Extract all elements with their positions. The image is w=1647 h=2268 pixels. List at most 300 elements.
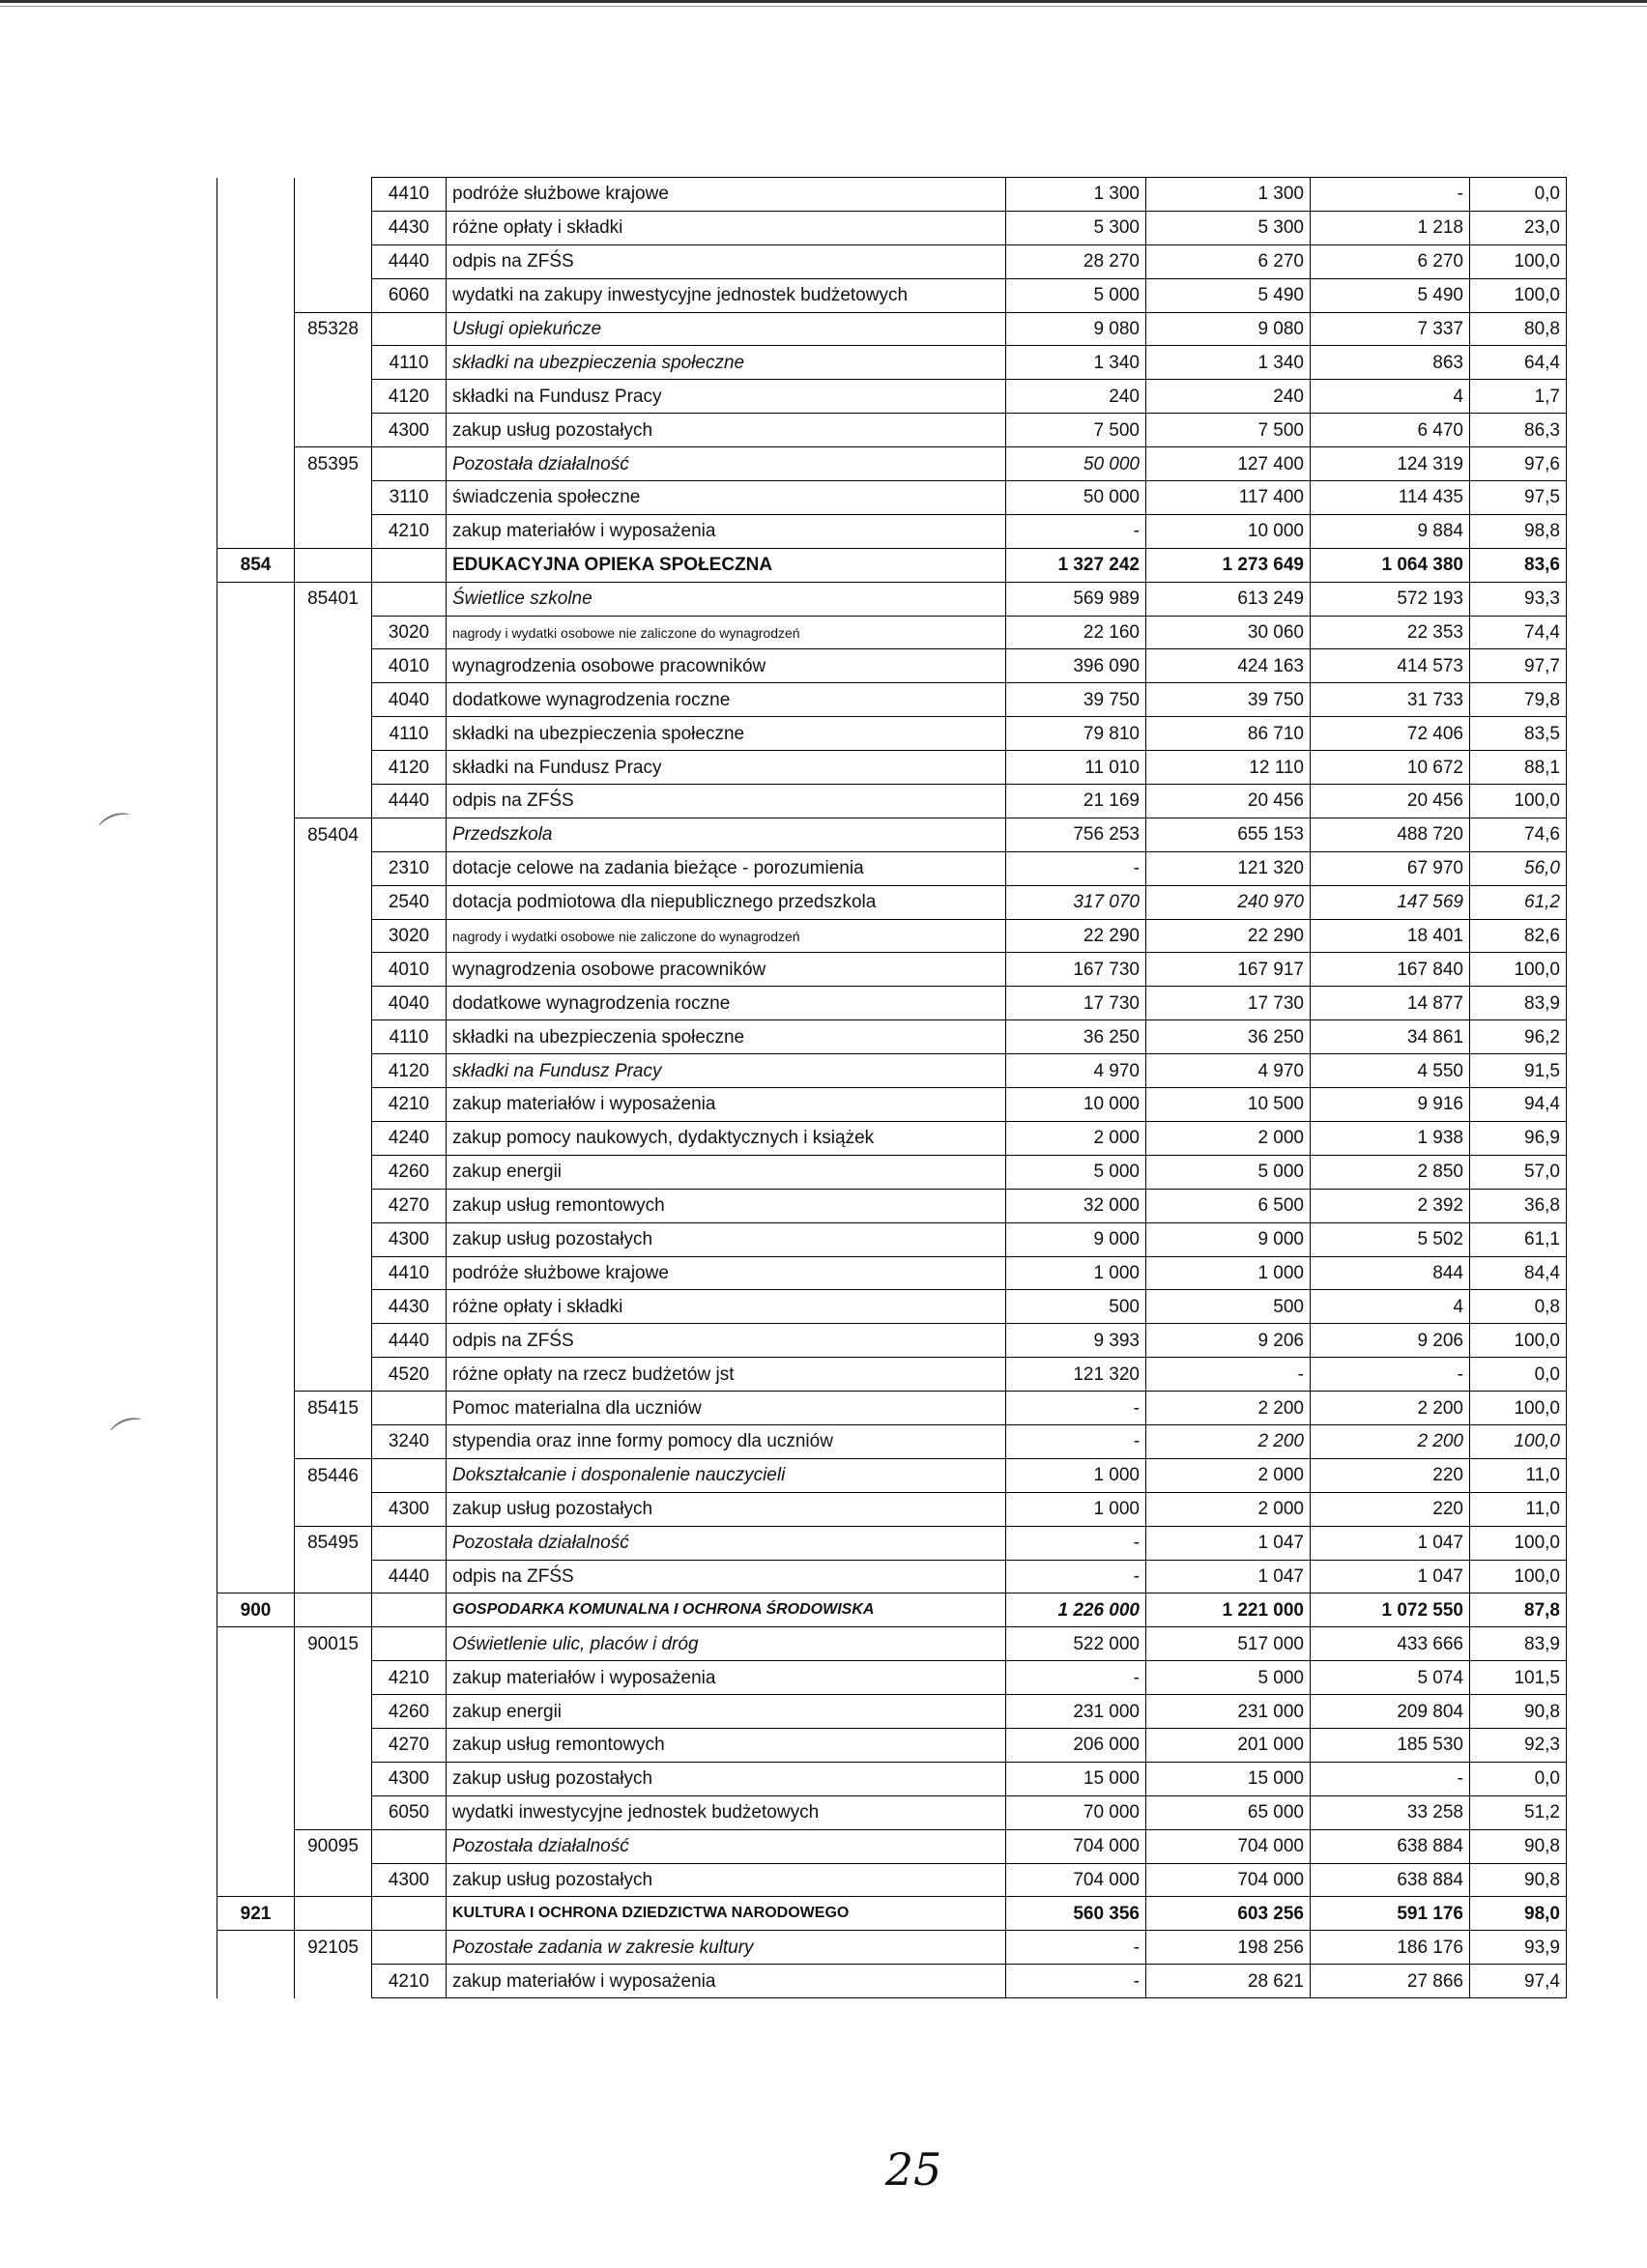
description-cell: zakup materiałów i wyposażenia: [447, 1965, 1006, 1998]
rozdzial-cell: [295, 1795, 372, 1829]
execution-percent-cell: 79,8: [1470, 683, 1567, 717]
table-row: [217, 1121, 1567, 1155]
rozdzial-cell: [295, 1897, 372, 1931]
plan-after-changes-cell: 2 000: [1146, 1458, 1311, 1492]
paragraph-cell: [372, 1829, 447, 1863]
dzial-cell: [217, 1324, 295, 1358]
dzial-cell: [217, 785, 295, 818]
rozdzial-cell: [295, 649, 372, 683]
paragraph-cell: 3240: [372, 1424, 447, 1458]
table-row: [217, 1762, 1567, 1795]
plan-after-changes-cell: 39 750: [1146, 683, 1311, 717]
plan-initial-cell: 1 226 000: [1006, 1593, 1146, 1627]
table-row: [217, 649, 1567, 683]
description-cell: KULTURA I OCHRONA DZIEDZICTWA NARODOWEGO: [447, 1897, 1006, 1931]
execution-cell: 2 392: [1311, 1189, 1470, 1222]
rozdzial-cell: 85415: [295, 1392, 372, 1425]
execution-cell: 185 530: [1311, 1728, 1470, 1762]
execution-percent-cell: 83,9: [1470, 1627, 1567, 1661]
plan-initial-cell: 17 730: [1006, 987, 1146, 1020]
rozdzial-cell: 92105: [295, 1931, 372, 1965]
plan-initial-cell: 1 340: [1006, 346, 1146, 380]
execution-percent-cell: 36,8: [1470, 1189, 1567, 1222]
plan-after-changes-cell: 22 290: [1146, 919, 1311, 953]
execution-cell: 1 047: [1311, 1526, 1470, 1560]
rozdzial-cell: [295, 987, 372, 1020]
plan-initial-cell: 1 000: [1006, 1256, 1146, 1290]
execution-percent-cell: 92,3: [1470, 1728, 1567, 1762]
dzial-cell: [217, 178, 295, 212]
plan-initial-cell: 9 393: [1006, 1324, 1146, 1358]
execution-percent-cell: 100,0: [1470, 1526, 1567, 1560]
plan-after-changes-cell: 127 400: [1146, 447, 1311, 481]
dzial-cell: [217, 211, 295, 244]
execution-percent-cell: 84,4: [1470, 1256, 1567, 1290]
chapter-row: [217, 312, 1567, 346]
paragraph-cell: 4520: [372, 1358, 447, 1392]
execution-cell: 114 435: [1311, 481, 1470, 515]
description-cell: Usługi opiekuńcze: [447, 312, 1006, 346]
rozdzial-cell: 90095: [295, 1829, 372, 1863]
execution-percent-cell: 96,2: [1470, 1020, 1567, 1054]
rozdzial-cell: 85446: [295, 1458, 372, 1492]
paragraph-cell: 4240: [372, 1121, 447, 1155]
rozdzial-cell: [295, 278, 372, 312]
plan-initial-cell: 396 090: [1006, 649, 1146, 683]
description-cell: składki na ubezpieczenia społeczne: [447, 346, 1006, 380]
execution-percent-cell: 100,0: [1470, 785, 1567, 818]
rozdzial-cell: [295, 1256, 372, 1290]
execution-percent-cell: 64,4: [1470, 346, 1567, 380]
rozdzial-cell: [295, 178, 372, 212]
paragraph-cell: [372, 1458, 447, 1492]
rozdzial-cell: [295, 414, 372, 447]
execution-percent-cell: 1,7: [1470, 380, 1567, 414]
execution-percent-cell: 97,6: [1470, 447, 1567, 481]
execution-percent-cell: 97,5: [1470, 481, 1567, 515]
paragraph-cell: 4300: [372, 1492, 447, 1526]
table-row: [217, 1088, 1567, 1122]
execution-percent-cell: 61,1: [1470, 1222, 1567, 1256]
paragraph-cell: 4440: [372, 244, 447, 278]
plan-after-changes-cell: 655 153: [1146, 818, 1311, 851]
rozdzial-cell: [295, 1965, 372, 1998]
plan-initial-cell: 10 000: [1006, 1088, 1146, 1122]
description-cell: odpis na ZFŚS: [447, 785, 1006, 818]
dzial-cell: [217, 1458, 295, 1492]
description-cell: dodatkowe wynagrodzenia roczne: [447, 987, 1006, 1020]
budget-expenditure-table-wrapper: [217, 177, 1567, 1998]
description-cell: EDUKACYJNA OPIEKA SPOŁECZNA: [447, 548, 1006, 582]
paragraph-cell: [372, 548, 447, 582]
paragraph-cell: 4120: [372, 1054, 447, 1088]
table-row: [217, 683, 1567, 717]
dzial-cell: [217, 1829, 295, 1863]
dzial-cell: [217, 717, 295, 751]
dzial-cell: [217, 851, 295, 885]
description-cell: różne opłaty i składki: [447, 1290, 1006, 1324]
table-row: [217, 1863, 1567, 1897]
plan-after-changes-cell: 1 300: [1146, 178, 1311, 212]
paragraph-cell: 4430: [372, 1290, 447, 1324]
plan-initial-cell: 21 169: [1006, 785, 1146, 818]
plan-initial-cell: -: [1006, 1526, 1146, 1560]
dzial-cell: [217, 885, 295, 919]
plan-initial-cell: 569 989: [1006, 582, 1146, 616]
description-cell: Pomoc materialna dla uczniów: [447, 1392, 1006, 1425]
plan-after-changes-cell: 2 000: [1146, 1121, 1311, 1155]
dzial-cell: [217, 1627, 295, 1661]
plan-initial-cell: 39 750: [1006, 683, 1146, 717]
dzial-cell: [217, 481, 295, 515]
description-cell: zakup usług pozostałych: [447, 1762, 1006, 1795]
dzial-cell: [217, 1863, 295, 1897]
plan-initial-cell: 4 970: [1006, 1054, 1146, 1088]
dzial-cell: [217, 649, 295, 683]
description-cell: Świetlice szkolne: [447, 582, 1006, 616]
execution-cell: 2 200: [1311, 1424, 1470, 1458]
description-cell: podróże służbowe krajowe: [447, 178, 1006, 212]
paragraph-cell: 4260: [372, 1155, 447, 1189]
paragraph-cell: [372, 1627, 447, 1661]
paragraph-cell: 4010: [372, 649, 447, 683]
chapter-row: [217, 1627, 1567, 1661]
plan-after-changes-cell: 1 000: [1146, 1256, 1311, 1290]
plan-initial-cell: 1 300: [1006, 178, 1146, 212]
rozdzial-cell: [295, 1695, 372, 1729]
dzial-cell: [217, 1020, 295, 1054]
description-cell: GOSPODARKA KOMUNALNA I OCHRONA ŚRODOWISKA: [447, 1593, 1006, 1627]
rozdzial-cell: [295, 1121, 372, 1155]
execution-cell: 844: [1311, 1256, 1470, 1290]
execution-cell: 220: [1311, 1492, 1470, 1526]
paragraph-cell: [372, 582, 447, 616]
paragraph-cell: 4260: [372, 1695, 447, 1729]
paragraph-cell: 4440: [372, 785, 447, 818]
dzial-cell: [217, 514, 295, 548]
paragraph-cell: 4010: [372, 953, 447, 987]
dzial-cell: 854: [217, 548, 295, 582]
plan-initial-cell: 79 810: [1006, 717, 1146, 751]
plan-after-changes-cell: 6 500: [1146, 1189, 1311, 1222]
plan-after-changes-cell: 603 256: [1146, 1897, 1311, 1931]
plan-initial-cell: 704 000: [1006, 1829, 1146, 1863]
budget-expenditure-table: [217, 177, 1567, 1998]
chapter-row: [217, 582, 1567, 616]
table-row: [217, 481, 1567, 515]
execution-cell: 433 666: [1311, 1627, 1470, 1661]
table-row: [217, 1728, 1567, 1762]
description-cell: zakup usług remontowych: [447, 1728, 1006, 1762]
rozdzial-cell: [295, 1492, 372, 1526]
description-cell: nagrody i wydatki osobowe nie zaliczone do wynagrodzeń: [447, 616, 1006, 649]
scan-artifact-mark: ⌒: [96, 807, 141, 855]
plan-initial-cell: 5 000: [1006, 278, 1146, 312]
dzial-cell: [217, 1492, 295, 1526]
table-row: [217, 1560, 1567, 1593]
section-row: [217, 1593, 1567, 1627]
chapter-row: [217, 1458, 1567, 1492]
execution-cell: 186 176: [1311, 1931, 1470, 1965]
dzial-cell: [217, 1222, 295, 1256]
execution-cell: 7 337: [1311, 312, 1470, 346]
description-cell: odpis na ZFŚS: [447, 1560, 1006, 1593]
table-row: [217, 987, 1567, 1020]
paragraph-cell: 4110: [372, 1020, 447, 1054]
plan-after-changes-cell: 1 340: [1146, 346, 1311, 380]
rozdzial-cell: [295, 953, 372, 987]
execution-percent-cell: 100,0: [1470, 1392, 1567, 1425]
rozdzial-cell: 85401: [295, 582, 372, 616]
plan-after-changes-cell: 9 080: [1146, 312, 1311, 346]
plan-initial-cell: 560 356: [1006, 1897, 1146, 1931]
execution-cell: 9 916: [1311, 1088, 1470, 1122]
rozdzial-cell: 85328: [295, 312, 372, 346]
execution-percent-cell: 11,0: [1470, 1492, 1567, 1526]
paragraph-cell: [372, 1526, 447, 1560]
table-row: [217, 785, 1567, 818]
execution-cell: 591 176: [1311, 1897, 1470, 1931]
execution-cell: 1 218: [1311, 211, 1470, 244]
rozdzial-cell: [295, 1358, 372, 1392]
dzial-cell: [217, 1795, 295, 1829]
plan-after-changes-cell: 121 320: [1146, 851, 1311, 885]
table-row: [217, 178, 1567, 212]
execution-cell: 5 502: [1311, 1222, 1470, 1256]
dzial-cell: [217, 1931, 295, 1965]
description-cell: Pozostała działalność: [447, 447, 1006, 481]
execution-cell: 1 064 380: [1311, 548, 1470, 582]
table-row: [217, 751, 1567, 785]
execution-cell: 2 850: [1311, 1155, 1470, 1189]
execution-percent-cell: 97,4: [1470, 1965, 1567, 1998]
paragraph-cell: 6060: [372, 278, 447, 312]
plan-after-changes-cell: 613 249: [1146, 582, 1311, 616]
execution-percent-cell: 98,0: [1470, 1897, 1567, 1931]
execution-percent-cell: 90,8: [1470, 1863, 1567, 1897]
plan-after-changes-cell: 9 206: [1146, 1324, 1311, 1358]
paragraph-cell: 4410: [372, 1256, 447, 1290]
rozdzial-cell: [295, 514, 372, 548]
plan-after-changes-cell: 6 270: [1146, 244, 1311, 278]
dzial-cell: [217, 447, 295, 481]
execution-cell: 5 074: [1311, 1661, 1470, 1695]
plan-initial-cell: 15 000: [1006, 1762, 1146, 1795]
dzial-cell: [217, 751, 295, 785]
execution-percent-cell: 101,5: [1470, 1661, 1567, 1695]
paragraph-cell: 4110: [372, 717, 447, 751]
execution-cell: 4: [1311, 1290, 1470, 1324]
execution-cell: 34 861: [1311, 1020, 1470, 1054]
execution-percent-cell: 93,9: [1470, 1931, 1567, 1965]
plan-after-changes-cell: 17 730: [1146, 987, 1311, 1020]
execution-cell: 9 206: [1311, 1324, 1470, 1358]
dzial-cell: [217, 1728, 295, 1762]
paragraph-cell: 4300: [372, 414, 447, 447]
chapter-row: [217, 1526, 1567, 1560]
paragraph-cell: 4110: [372, 346, 447, 380]
description-cell: Oświetlenie ulic, placów i dróg: [447, 1627, 1006, 1661]
execution-cell: 2 200: [1311, 1392, 1470, 1425]
paragraph-cell: 4300: [372, 1762, 447, 1795]
plan-after-changes-cell: 9 000: [1146, 1222, 1311, 1256]
plan-after-changes-cell: 2 200: [1146, 1392, 1311, 1425]
description-cell: zakup energii: [447, 1155, 1006, 1189]
description-cell: zakup usług remontowych: [447, 1189, 1006, 1222]
description-cell: Przedszkola: [447, 818, 1006, 851]
execution-percent-cell: 56,0: [1470, 851, 1567, 885]
plan-after-changes-cell: 30 060: [1146, 616, 1311, 649]
plan-initial-cell: 756 253: [1006, 818, 1146, 851]
execution-cell: -: [1311, 1358, 1470, 1392]
paragraph-cell: [372, 1593, 447, 1627]
plan-initial-cell: -: [1006, 1965, 1146, 1998]
execution-percent-cell: 100,0: [1470, 278, 1567, 312]
plan-initial-cell: 1 000: [1006, 1458, 1146, 1492]
plan-initial-cell: 240: [1006, 380, 1146, 414]
plan-initial-cell: 500: [1006, 1290, 1146, 1324]
plan-after-changes-cell: 201 000: [1146, 1728, 1311, 1762]
execution-percent-cell: 0,0: [1470, 1762, 1567, 1795]
rozdzial-cell: 90015: [295, 1627, 372, 1661]
paragraph-cell: 4300: [372, 1863, 447, 1897]
execution-percent-cell: 96,9: [1470, 1121, 1567, 1155]
paragraph-cell: 3020: [372, 616, 447, 649]
dzial-cell: [217, 1424, 295, 1458]
plan-initial-cell: 7 500: [1006, 414, 1146, 447]
paragraph-cell: 4210: [372, 1661, 447, 1695]
section-row: [217, 548, 1567, 582]
rozdzial-cell: 85395: [295, 447, 372, 481]
table-row: [217, 885, 1567, 919]
paragraph-cell: 4210: [372, 514, 447, 548]
description-cell: dotacje celowe na zadania bieżące - porozumienia: [447, 851, 1006, 885]
plan-initial-cell: 121 320: [1006, 1358, 1146, 1392]
description-cell: różne opłaty na rzecz budżetów jst: [447, 1358, 1006, 1392]
rozdzial-cell: [295, 785, 372, 818]
execution-cell: -: [1311, 1762, 1470, 1795]
description-cell: zakup energii: [447, 1695, 1006, 1729]
execution-cell: 572 193: [1311, 582, 1470, 616]
execution-cell: 4: [1311, 380, 1470, 414]
plan-after-changes-cell: 198 256: [1146, 1931, 1311, 1965]
table-row: [217, 851, 1567, 885]
plan-after-changes-cell: 5 300: [1146, 211, 1311, 244]
description-cell: zakup usług pozostałych: [447, 1863, 1006, 1897]
execution-cell: 1 938: [1311, 1121, 1470, 1155]
execution-cell: 72 406: [1311, 717, 1470, 751]
plan-after-changes-cell: 7 500: [1146, 414, 1311, 447]
execution-percent-cell: 90,8: [1470, 1829, 1567, 1863]
paragraph-cell: 4410: [372, 178, 447, 212]
rozdzial-cell: [295, 851, 372, 885]
plan-initial-cell: -: [1006, 851, 1146, 885]
rozdzial-cell: [295, 1560, 372, 1593]
execution-cell: 220: [1311, 1458, 1470, 1492]
plan-initial-cell: 1 327 242: [1006, 548, 1146, 582]
table-row: [217, 1189, 1567, 1222]
paragraph-cell: 4440: [372, 1324, 447, 1358]
plan-after-changes-cell: 28 621: [1146, 1965, 1311, 1998]
rozdzial-cell: [295, 1020, 372, 1054]
execution-percent-cell: 91,5: [1470, 1054, 1567, 1088]
description-cell: wydatki inwestycyjne jednostek budżetowych: [447, 1795, 1006, 1829]
paragraph-cell: 4120: [372, 380, 447, 414]
table-row: [217, 1492, 1567, 1526]
execution-percent-cell: 51,2: [1470, 1795, 1567, 1829]
dzial-cell: [217, 953, 295, 987]
dzial-cell: [217, 582, 295, 616]
description-cell: stypendia oraz inne formy pomocy dla uczniów: [447, 1424, 1006, 1458]
plan-after-changes-cell: 65 000: [1146, 1795, 1311, 1829]
chapter-row: [217, 447, 1567, 481]
paragraph-cell: 6050: [372, 1795, 447, 1829]
description-cell: składki na ubezpieczenia społeczne: [447, 1020, 1006, 1054]
table-row: [217, 1661, 1567, 1695]
rozdzial-cell: [295, 885, 372, 919]
execution-percent-cell: 23,0: [1470, 211, 1567, 244]
rozdzial-cell: [295, 919, 372, 953]
plan-after-changes-cell: 20 456: [1146, 785, 1311, 818]
execution-cell: -: [1311, 178, 1470, 212]
description-cell: składki na Fundusz Pracy: [447, 380, 1006, 414]
table-row: [217, 211, 1567, 244]
execution-cell: 863: [1311, 346, 1470, 380]
execution-cell: 1 072 550: [1311, 1593, 1470, 1627]
execution-percent-cell: 86,3: [1470, 414, 1567, 447]
plan-after-changes-cell: 12 110: [1146, 751, 1311, 785]
paragraph-cell: 2540: [372, 885, 447, 919]
description-cell: odpis na ZFŚS: [447, 244, 1006, 278]
plan-initial-cell: 9 000: [1006, 1222, 1146, 1256]
dzial-cell: [217, 1695, 295, 1729]
chapter-row: [217, 1931, 1567, 1965]
execution-percent-cell: 100,0: [1470, 1424, 1567, 1458]
plan-after-changes-cell: 5 000: [1146, 1661, 1311, 1695]
description-cell: zakup materiałów i wyposażenia: [447, 514, 1006, 548]
dzial-cell: [217, 683, 295, 717]
table-row: [217, 1358, 1567, 1392]
plan-after-changes-cell: 517 000: [1146, 1627, 1311, 1661]
dzial-cell: [217, 414, 295, 447]
dzial-cell: [217, 1358, 295, 1392]
plan-after-changes-cell: 424 163: [1146, 649, 1311, 683]
plan-after-changes-cell: 704 000: [1146, 1863, 1311, 1897]
plan-initial-cell: -: [1006, 1392, 1146, 1425]
rozdzial-cell: [295, 380, 372, 414]
dzial-cell: [217, 919, 295, 953]
execution-cell: 4 550: [1311, 1054, 1470, 1088]
rozdzial-cell: [295, 1728, 372, 1762]
description-cell: Dokształcanie i dosponalenie nauczycieli: [447, 1458, 1006, 1492]
plan-after-changes-cell: 15 000: [1146, 1762, 1311, 1795]
rozdzial-cell: [295, 616, 372, 649]
description-cell: zakup pomocy naukowych, dydaktycznych i książek: [447, 1121, 1006, 1155]
paragraph-cell: 4040: [372, 683, 447, 717]
execution-percent-cell: 57,0: [1470, 1155, 1567, 1189]
execution-percent-cell: 100,0: [1470, 244, 1567, 278]
paragraph-cell: 4270: [372, 1189, 447, 1222]
paragraph-cell: [372, 1897, 447, 1931]
plan-initial-cell: 9 080: [1006, 312, 1146, 346]
execution-cell: 22 353: [1311, 616, 1470, 649]
table-row: [217, 380, 1567, 414]
dzial-cell: [217, 1256, 295, 1290]
plan-after-changes-cell: 704 000: [1146, 1829, 1311, 1863]
plan-initial-cell: 2 000: [1006, 1121, 1146, 1155]
description-cell: Pozostałe zadania w zakresie kultury: [447, 1931, 1006, 1965]
plan-after-changes-cell: 2 200: [1146, 1424, 1311, 1458]
